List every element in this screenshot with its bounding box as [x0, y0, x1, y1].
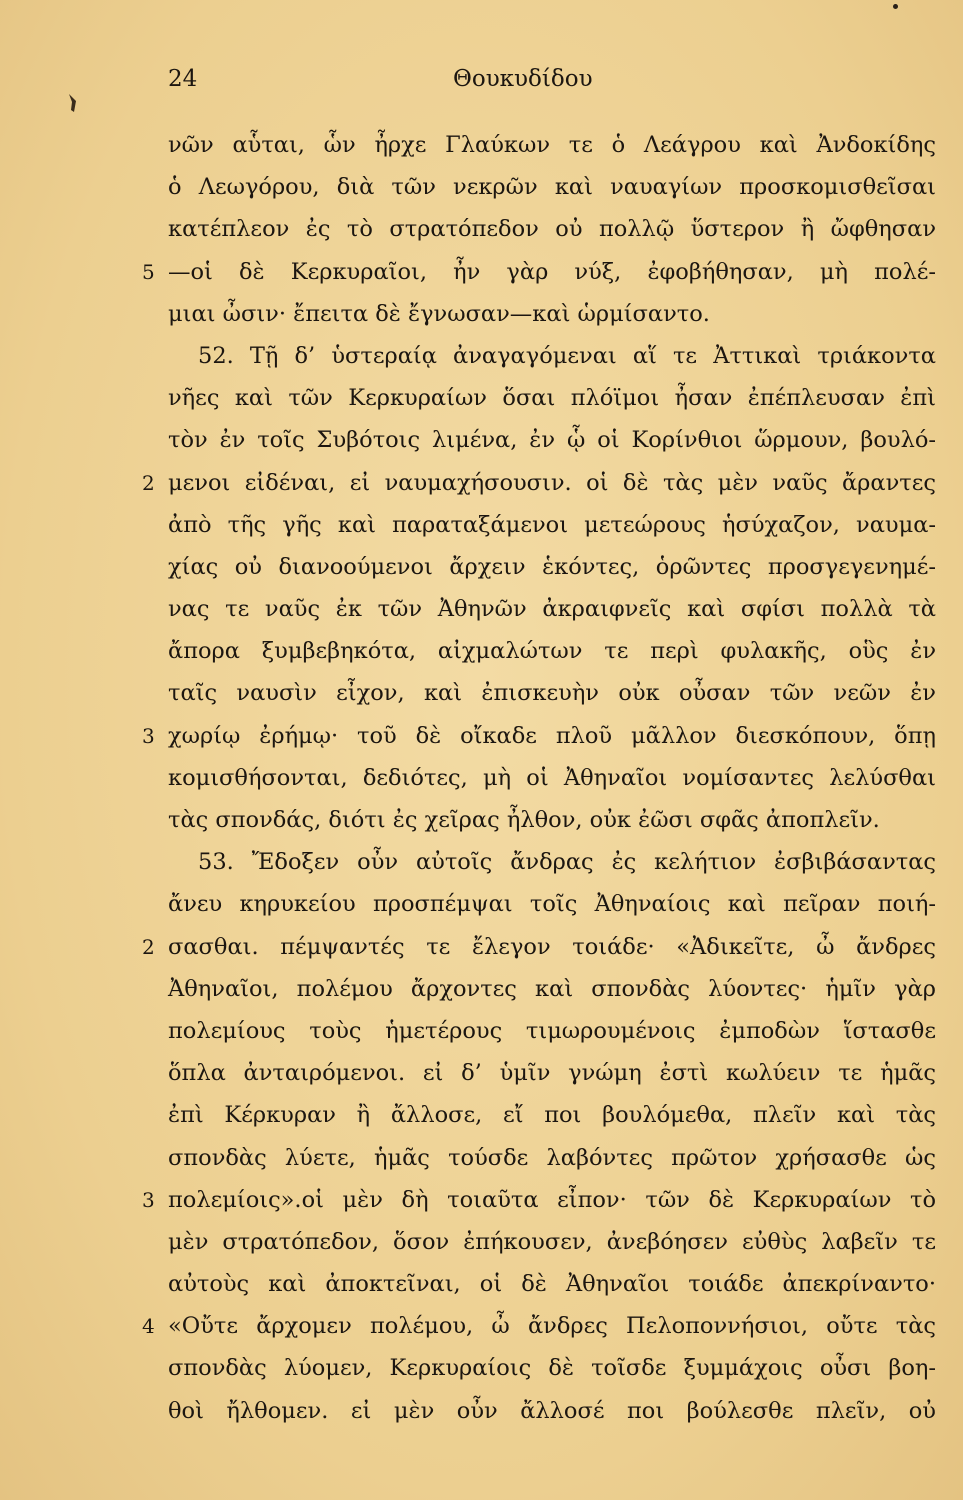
text-line — [142, 715, 936, 757]
margin-line-number: 5 — [142, 259, 155, 284]
text-line — [168, 672, 936, 714]
text-line — [142, 251, 936, 293]
text-line — [168, 799, 936, 841]
line-text: τὰς σπονδάς, διότι ἐς χεῖρας ἦλθον, οὐκ ἐῶσι σφᾶς ἀποπλεῖν. — [168, 807, 880, 833]
text-line — [168, 968, 936, 1010]
line-text: πολεμίοις».οἱ μὲν δὴ τοιαῦτα εἶπον· τῶν δὲ Κερκυραίων τὸ — [168, 1186, 936, 1213]
line-text: Ἀθηναῖοι, πολέμου ἄρχοντες καὶ σπονδὰς λύοντες· ἡμῖν γὰρ — [168, 975, 936, 1002]
line-text: ἄνευ κηρυκείου προσπέμψαι τοῖς Ἀθηναίοις καὶ πεῖραν ποιή- — [168, 891, 936, 918]
text-line — [168, 335, 936, 377]
text-line — [168, 883, 936, 925]
text-line — [142, 1305, 936, 1347]
ink-speck-icon — [66, 92, 80, 114]
text-line — [142, 462, 936, 504]
line-text: σπονδὰς λύετε, ἡμᾶς τούσδε λαβόντες πρῶτον χρήσασθε ὡς — [168, 1144, 936, 1171]
margin-line-number: 4 — [142, 1314, 155, 1339]
text-line — [168, 757, 936, 799]
text-line — [168, 124, 936, 166]
line-text: νας τε ναῦς ἐκ τῶν Ἀθηνῶν ἀκραιφνεῖς καὶ σφίσι πολλὰ τὰ — [168, 596, 936, 623]
text-line — [168, 546, 936, 588]
text-line — [168, 166, 936, 208]
text-line — [168, 208, 936, 250]
margin-line-number: 2 — [142, 934, 155, 959]
line-text: χίας οὐ διανοούμενοι ἄρχειν ἑκόντες, ὁρῶντες προσγεγενημέ- — [168, 553, 936, 580]
line-text: κομισθήσονται, δεδιότες, μὴ οἱ Ἀθηναῖοι νομίσαντες λελύσθαι — [168, 764, 936, 791]
line-text: ὁ Λεωγόρου, διὰ τῶν νεκρῶν καὶ ναυαγίων προσκομισθεῖσαι — [168, 174, 936, 201]
line-text: μενοι εἰδέναι, εἰ ναυμαχήσουσιν. οἱ δὲ τὰς μὲν ναῦς ἄραντες — [168, 469, 936, 496]
page-number: 24 — [168, 66, 198, 92]
line-text: —οἱ δὲ Κερκυραῖοι, ἦν γὰρ νύξ, ἐφοβήθησαν, μὴ πολέ- — [168, 258, 936, 285]
line-text: θοὶ ἤλθομεν. εἰ μὲν οὖν ἄλλοσέ ποι βούλεσθε πλεῖν, οὐ — [168, 1397, 936, 1424]
text-line — [168, 1221, 936, 1263]
text-line — [168, 1010, 936, 1052]
text-line — [142, 926, 936, 968]
text-line — [168, 1094, 936, 1136]
line-text: κατέπλεον ἐς τὸ στρατόπεδον οὐ πολλῷ ὕστερον ἢ ὤφθησαν — [168, 216, 936, 243]
line-text: τὸν ἐν τοῖς Συβότοις λιμένα, ἐν ᾧ οἱ Κορίνθιοι ὥρμουν, βουλό- — [168, 427, 936, 454]
text-line — [168, 841, 936, 883]
body-text — [142, 124, 936, 1432]
text-line — [142, 1179, 936, 1221]
line-text: ἐπὶ Κέρκυραν ἢ ἄλλοσε, εἴ ποι βουλόμεθα, πλεῖν καὶ τὰς — [168, 1102, 936, 1129]
line-text: ταῖς ναυσὶν εἶχον, καὶ ἐπισκευὴν οὐκ οὖσαν τῶν νεῶν ἐν — [168, 680, 936, 707]
margin-line-number: 2 — [142, 470, 155, 495]
text-line — [168, 588, 936, 630]
line-text: νῶν αὗται, ὧν ἦρχε Γλαύκων τε ὁ Λεάγρου καὶ Ἀνδοκίδης — [168, 132, 936, 158]
line-text: «Οὔτε ἄρχομεν πολέμου, ὦ ἄνδρες Πελοποννήσιοι, οὔτε τὰς — [168, 1313, 936, 1340]
margin-line-number: 3 — [142, 723, 155, 748]
line-text: μὲν στρατόπεδον, ὅσον ἐπήκουσεν, ἀνεβόησεν εὐθὺς λαβεῖν τε — [168, 1228, 936, 1255]
line-text: αὐτοὺς καὶ ἀποκτεῖναι, οἱ δὲ Ἀθηναῖοι τοιάδε ἀπεκρίναντο· — [168, 1271, 936, 1298]
text-line — [168, 377, 936, 419]
text-line — [168, 1390, 936, 1432]
line-text: χωρίῳ ἐρήμῳ· τοῦ δὲ οἴκαδε πλοῦ μᾶλλον διεσκόπουν, ὅπῃ — [168, 722, 936, 749]
ink-dot — [893, 4, 898, 9]
text-line — [168, 1052, 936, 1094]
line-text: πολεμίους τοὺς ἡμετέρους τιμωρουμένοις ἐμποδὼν ἵστασθε — [168, 1017, 936, 1044]
line-text: σπονδὰς λύομεν, Κερκυραίοις δὲ τοῖσδε ξυμμάχοις οὖσι βοη- — [168, 1355, 936, 1382]
line-text: νῆες καὶ τῶν Κερκυραίων ὅσαι πλόϊμοι ἦσαν ἐπέπλευσαν ἐπὶ — [168, 385, 936, 412]
line-text: σασθαι. πέμψαντές τε ἔλεγον τοιάδε· «Ἀδικεῖτε, ὦ ἄνδρες — [168, 933, 936, 960]
text-line — [168, 504, 936, 546]
text-line — [168, 293, 936, 335]
text-line — [168, 1263, 936, 1305]
line-text: ἄπορα ξυμβεβηκότα, αἰχμαλώτων τε περὶ φυλακῆς, οὓς ἐν — [168, 638, 936, 665]
margin-line-number: 3 — [142, 1187, 155, 1212]
text-line — [168, 1347, 936, 1389]
line-text: 52. Τῇ δ’ ὑστεραίᾳ ἀναγαγόμεναι αἵ τε Ἀττικαὶ τριάκοντα — [198, 342, 936, 369]
line-text: ἀπὸ τῆς γῆς καὶ παραταξάμενοι μετεώρους ἡσύχαζον, ναυμα- — [168, 511, 936, 538]
running-title: Θουκυδίδου — [453, 66, 593, 92]
text-line — [168, 419, 936, 461]
line-text: μιαι ὦσιν· ἔπειτα δὲ ἔγνωσαν—καὶ ὡρμίσαντο. — [168, 300, 710, 327]
line-text: 53. Ἔδοξεν οὖν αὐτοῖς ἄνδρας ἐς κελήτιον ἐσβιβάσαντας — [198, 849, 936, 876]
line-text: ὅπλα ἀνταιρόμενοι. εἰ δ’ ὑμῖν γνώμη ἐστὶ κωλύειν τε ἡμᾶς — [168, 1060, 936, 1087]
text-line — [168, 630, 936, 672]
text-line — [168, 1137, 936, 1179]
